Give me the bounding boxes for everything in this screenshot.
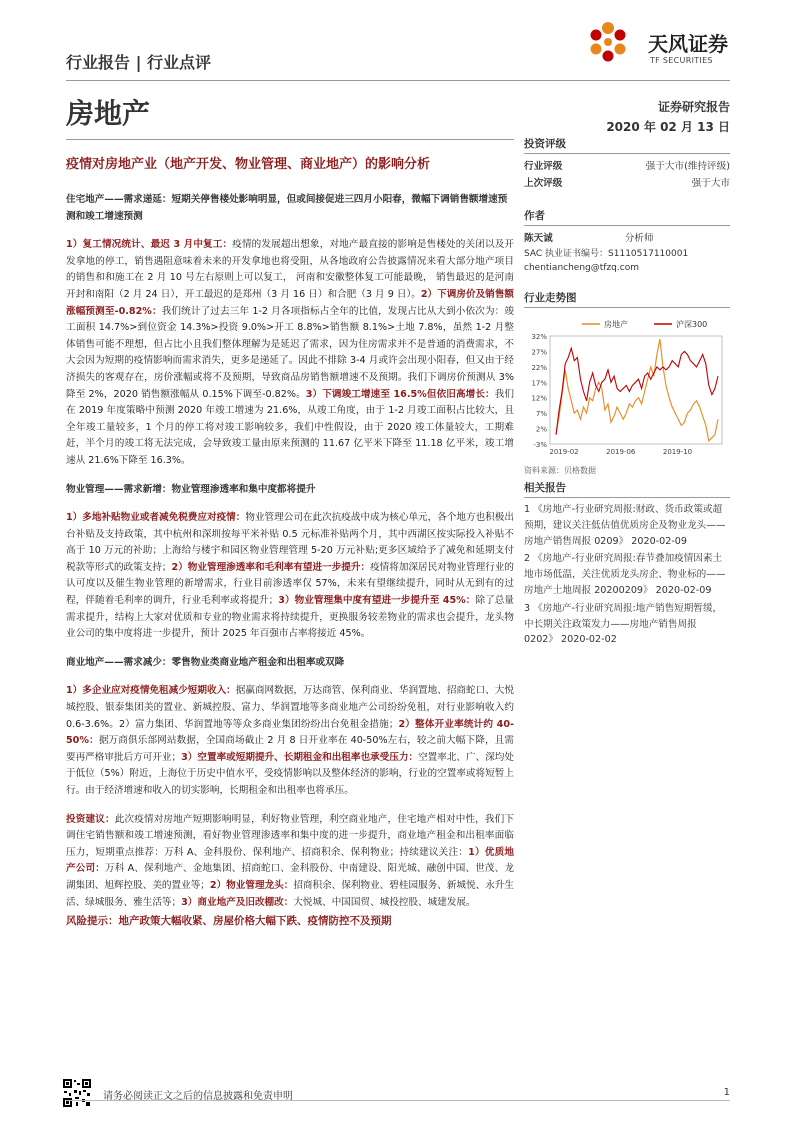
paragraph-commercial: [66, 683, 514, 799]
author-row: [524, 230, 730, 247]
y-tick-label: -3%: [533, 441, 547, 449]
report-title: 疫情对房地产业（地产开发、物业管理、商业地产）的影响分析: [66, 157, 431, 172]
qr-code-icon: [62, 1078, 92, 1108]
text-run: 据赢商网数据，万达商管、保利商业、华润置地、招商蛇口、大悦城控股、银泰集团美的置业、新城控股、富力、华润置地等多商业地产公司纷纷免租，对行业影响收入约 0.6-3.6%。2）富力集团、华润置地等等众多商业集团纷纷出台免租金措施；: [66, 685, 514, 730]
industry-rating-row: [524, 158, 730, 175]
text-run: 疫情将加深居民对物业管理行业的认可度以及催生物业管理的新增需求，行业目前渗透率仅 57%，未来有望继续提升，同时从无到有的过程，伴随着毛利率的调升，行业毛利率或将提升；: [66, 561, 514, 607]
paragraph-property: [66, 510, 514, 643]
x-tick-label: 2019-02: [549, 448, 579, 456]
bold-phrase: 3）空置率或短期提升、长期租金和出租率也承受压力：: [181, 751, 419, 763]
text-run: 疫情的发展超出想象，对地产最直接的影响是售楼处的关闭以及开发拿地的停工，销售遇阻意味着未来的开发拿地也将受阻，从各地政府公告披露情况来看大部分地产项目的销售和和施工在 2 月 10 号左右原则上可以复工， 河南和安徽整体复工可能最晚， 销售最迟的是河南开封和南阳（2 月 24 日），开工最迟的是郑州（3 月 16 日）和合肥（3 月 9 日）。: [66, 239, 515, 300]
rating-block: [524, 136, 730, 192]
y-tick-label: 17%: [531, 379, 547, 388]
author-heading: 作者: [524, 208, 730, 226]
bold-phrase: 2）物业管理龙头：: [209, 879, 294, 891]
title-divider: [66, 139, 514, 140]
prev-rating-row: [524, 175, 730, 192]
legend-label: 房地产: [604, 320, 628, 329]
paragraph-residential: [66, 237, 514, 469]
main-content: [66, 192, 514, 930]
rating-heading: 投资评级: [524, 136, 730, 154]
text-run: 招商积余、保利物业、碧桂园服务、新城悦、永升生活、绿城服务、雅生活等；: [66, 879, 514, 908]
text-run: 万科 A、保利地产、金地集团、招商蛇口、金科股份、中南建设、阳光城、融创中国、世茂、龙湖集团、旭辉控股、美的置业等；: [66, 863, 515, 891]
x-tick-label: 2019-06: [606, 448, 636, 456]
related-report-item[interactable]: 3 《房地产-行业研究周报:地产销售短期暂缓，中长期关注政策发力——房地产销售周报 0202》 2020-02-02: [524, 602, 723, 646]
risk-warning: 风险提示：地产政策大幅收紧、房屋价格大幅下跌、疫情防控不及预期: [66, 915, 392, 928]
author-name: 陈天诚: [524, 233, 553, 244]
bold-phrase: 3）物业管理集中度有望进一步提升至 45%：: [278, 595, 476, 607]
y-tick-label: 22%: [531, 363, 547, 372]
bold-phrase: 1）多地补贴物业或者减免税费应对疫情：: [66, 512, 246, 524]
x-tick-label: 2019-10: [662, 448, 693, 456]
text-run: 大悦城、中国国贸、城投控股、城建发展。: [293, 896, 476, 908]
text-run: 除了总量需求提升，结构上大家对优质和专业的物业需求将持续提升，更换服务较差物业的需求也会提升，龙头物业公司的集中度将进一步提升，预计 2025 年百强市占率将接近 45%。: [66, 595, 514, 640]
y-tick-label: 7%: [535, 410, 547, 419]
chart-frame: [550, 336, 722, 444]
author-sac: SAC 执业证书编号：S1110517110001: [524, 249, 689, 259]
footer-disclaimer: 请务必阅读正文之后的信息披露和免责申明: [103, 1091, 293, 1102]
bold-phrase: 2）下调房价及销售额涨幅预测至-0.82%：: [66, 288, 514, 317]
bold-phrase: 3）商业地产及旧改棚改：: [181, 896, 294, 908]
bold-phrase: 1）复工情况统计、最迟 3 月中复工：: [66, 239, 233, 251]
y-tick-label: 27%: [531, 348, 547, 357]
text-run: 我们统计了过去三年 1-2 月各项指标占全年的比值，发现占比从大到小依次为：竣工面积 14.7%>到位资金 14.3%>投资 9.0%>开工 8.8%>销售额 8.1%>土地 7.8%，虽然 1-2 月整体销售可能不理想，但占比小且我们整体理解为是延迟了需求，因为住房需求并不是普通的消费需求，不大会因为短期的疫情影响而需求消失，更多是递延了。因此不排除 3-4 月或许会出现小阳春，但又由于经济损失的客观存在，房价涨幅或将不及预期，导致商品房销售额增速不及预期。我们下调房价预测从 3%降至 2%，2020 销售额涨幅从 0.15%下调至-0.82%。: [66, 305, 514, 400]
y-tick-label: 12%: [531, 394, 547, 403]
trend-block: [524, 290, 730, 476]
bold-phrase: 3）下调竣工增速至 16.5%但依旧高增长：: [305, 388, 495, 400]
y-tick-label: 2%: [535, 425, 547, 434]
bold-phrase: 1）优质地产公司：: [66, 846, 514, 875]
text-run: 此次疫情对房地产短期影响明显，利好物业管理，利空商业地产，住宅地产相对中性，我们下调住宅销售额和竣工增速预测，看好物业管理渗透率和集中度的进一步提升，商业地产租金和出租率面临压力，短期重点推荐：万科 A、金科股份、保利地产、招商积余、保利物业；持续建议关注：: [66, 813, 515, 858]
page-number: 1: [723, 1087, 730, 1098]
related-report-item[interactable]: 1 《房地产-行业研究周报:财政、货币政策或超预期，建议关注低估值优质房企及物业龙头——房地产销售周报 0209》 2020-02-09: [524, 504, 726, 547]
sector-title: 房地产: [66, 97, 151, 130]
trend-chart: [524, 312, 730, 460]
bold-phrase: 1）多企业应对疫情免租减少短期收入：: [66, 685, 236, 697]
brand-name: 天风证券: [648, 32, 728, 56]
y-tick-label: 32%: [531, 333, 547, 341]
bold-phrase: 2）物业管理渗透率和毛利率有望进一步提升：: [171, 561, 371, 573]
property-heading: 物业管理——需求新增：物业管理渗透率和集中度都将提升: [66, 483, 316, 495]
author-block: [524, 208, 730, 275]
chart-source: 资料来源：贝格数据: [524, 466, 596, 475]
text-run: 我们在 2019 年度策略中预测 2020 年竣工增速为 21.6%，从竣工角度，由于 1-2 月竣工面积占比较大，且全年竣工量较多，1 个月的停工将对竣工影响较多，我们中性假设，由于 2020 竣工体量较大，工期难赶，半个月的竣工将无法完成，会导致竣工量由原来预测的 11.67 亿平米下降至 11.18 亿平米，竣工增速从 21.6%下降至 16.3%。: [66, 388, 515, 466]
industry-rating-label: 行业评级: [524, 161, 563, 172]
legend-label: 沪深300: [676, 320, 708, 329]
series-line: [556, 339, 718, 441]
header-divider: [66, 80, 730, 81]
text-run: 据万商俱乐部网站数据，全国商场截止 2 月 8 日开业率在 40-50%左右，较之前大幅下降，且需要再严格审批后方可开业；: [66, 735, 514, 763]
bold-phrase: 投资建议：: [66, 813, 115, 825]
paragraph-investment: [66, 812, 514, 912]
report-kind: 证券研究报告: [657, 100, 730, 114]
report-type: 行业报告 | 行业点评: [66, 53, 211, 72]
report-date: 2020 年 02 月 13 日: [606, 120, 730, 134]
residential-heading: 住宅地产——需求递延：短期关停售楼处影响明显，但或间接促进三四月小阳春，微幅下调销售额增速预测和竣工增速预测: [66, 194, 508, 222]
brand-subtitle: TF SECURITIES: [650, 56, 713, 65]
prev-rating-value: 强于大市: [691, 178, 730, 189]
commercial-heading: 商业地产——需求减少：零售物业类商业地产租金和出租率或双降: [66, 656, 345, 668]
related-heading: 相关报告: [524, 480, 730, 498]
series-line: [556, 348, 718, 434]
author-role: 分析师: [624, 233, 654, 244]
related-block: [524, 480, 730, 650]
text-run: 物业管理公司在此次抗疫战中成为核心单元，各个地方也积极出台补贴及支持政策，其中杭州和深圳按每平米补贴 0.5 元标准补贴两个月，其中西湖区按实际投入补贴不高于 10 万元的补助；上海给与楼宇和园区物业管理管理 5-20 万元补贴;更多区域给予了减免和延期支付税款等形式的政策支持；: [66, 512, 514, 573]
text-run: 空置率北、广、深均处于低位（5%）附近，上海位于历史中值水平，受疫情影响以及整体经济的影响，行业的空置率或将短暂上行。由于经济增速和收入的切实影响，长期租金和出租率也将承压。: [66, 751, 514, 796]
trend-heading: 行业走势图: [524, 290, 730, 308]
author-email[interactable]: chentiancheng@tfzq.com: [524, 263, 639, 273]
prev-rating-label: 上次评级: [524, 178, 563, 189]
industry-rating-value: 强于大市(维持评级): [645, 161, 730, 172]
related-report-item[interactable]: 2 《房地产-行业研究周报:春节叠加疫情因素土地市场低温，关注优质龙头房企、物业标的——房地产土地周报 20200209》 2020-02-09: [524, 553, 726, 596]
bold-phrase: 2）整体开业率统计约 40-50%：: [66, 718, 514, 747]
